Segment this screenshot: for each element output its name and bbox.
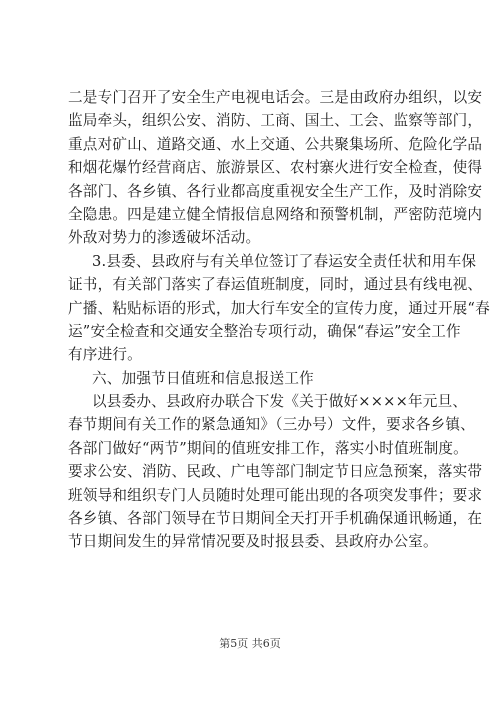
text-line: 3.县委、县政府与有关单位签订了春运安全责任状和用车保 <box>92 252 477 270</box>
text-line: 监局牵头，组织公安、消防、工商、国土、工会、监察等部门， <box>68 112 483 130</box>
text-line: 春节期间有关工作的紧急通知》（三办号）文件，要求各乡镇、 <box>68 416 475 434</box>
text-line: 各乡镇、各部门领导在节日期间全天打开手机确保通讯畅通，在 <box>68 510 483 528</box>
body-text <box>68 86 490 554</box>
text-line: 广播、粘贴标语的形式，加大行车安全的宣传力度，通过开展“春 <box>68 299 490 317</box>
page-footer: 第5页 共6页 <box>219 637 281 650</box>
text-line: 有序进行。 <box>68 346 142 364</box>
text-line: 重点对矿山、道路交通、水上交通、公共聚集场所、危险化学品 <box>68 135 483 153</box>
text-line: 运”安全检查和交通安全整治专项行动，确保“春运”安全工作 <box>68 322 461 340</box>
text-line: 二是专门召开了安全生产电视电话会。三是由政府办组织，以安 <box>68 89 483 106</box>
text-line: 要求公安、消防、民政、广电等部门制定节日应急预案，落实带 <box>68 463 483 481</box>
text-line: 证书，有关部门落实了春运值班制度，同时，通过县有线电视、 <box>68 276 483 294</box>
text-line: 各部门、各乡镇、各行业都高度重视安全生产工作，及时消除安 <box>68 182 483 200</box>
text-line: 各部门做好“两节”期间的值班安排工作，落实小时值班制度。 <box>68 439 468 457</box>
text-line: 以县委办、县政府办联合下发《关于做好××××年元旦、 <box>92 393 468 411</box>
text-line: 和烟花爆竹经营商店、旅游景区、农村寨火进行安全检查，使得 <box>68 159 483 177</box>
text-line: 全隐患。四是建立健全情报信息网络和预警机制，严密防范境内 <box>68 205 483 223</box>
text-line: 外敌对势力的渗透破坏活动。 <box>68 229 261 247</box>
text-line: 节日期间发生的异常情况要及时报县委、县政府办公室。 <box>68 533 438 551</box>
text-line: 班领导和组织专门人员随时处理可能出现的各项突发事件；要求 <box>68 486 483 504</box>
text-line: 六、加强节日值班和信息报送工作 <box>92 369 314 387</box>
